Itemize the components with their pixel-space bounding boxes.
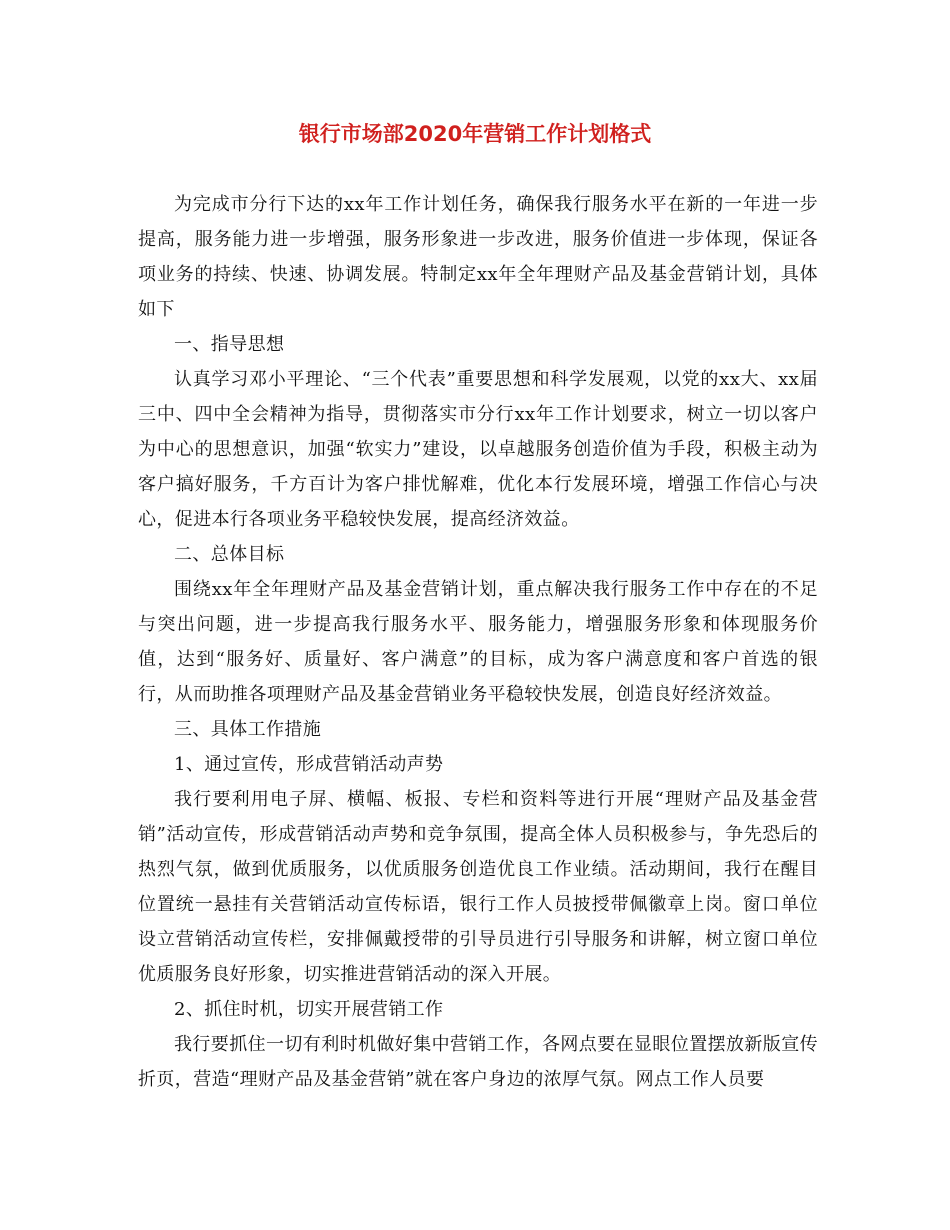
- guiding-thought-paragraph: 认真学习邓小平理论、“三个代表”重要思想和科学发展观，以党的xx大、xx届三中、四中全会精神为指导，贯彻落实市分行xx年工作计划要求，树立一切以客户为中心的思想意识，加强“软实力”建设，以卓越服务创造价值为手段，积极主动为客户搞好服务，千方百计为客户排忧解难，优化本行发展环境，增强工作信心与决心，促进本行各项业务平稳较快发展，提高经济效益。: [138, 369, 818, 530]
- intro-paragraph: 为完成市分行下达的xx年工作计划任务，确保我行服务水平在新的一年进一步提高，服务能力进一步增强，服务形象进一步改进，服务价值进一步体现，保证各项业务的持续、快速、协调发展。特制定xx年全年理财产品及基金营销计划，具体如下: [138, 194, 818, 320]
- publicity-paragraph: 我行要利用电子屏、横幅、板报、专栏和资料等进行开展“理财产品及基金营销”活动宣传，形成营销活动声势和竞争氛围，提高全体人员积极参与，争先恐后的热烈气氛，做到优质服务，以优质服务创造优良工作业绩。活动期间，我行在醒目位置统一悬挂有关营销活动宣传标语，银行工作人员披授带佩徽章上岗。窗口单位设立营销活动宣传栏，安排佩戴授带的引导员进行引导服务和讲解，树立窗口单位优质服务良好形象，切实推进营销活动的深入开展。: [138, 789, 818, 985]
- section-heading-overall-goal: 二、总体目标: [174, 544, 285, 565]
- section-heading-guiding-thought: 一、指导思想: [174, 334, 285, 355]
- section-heading-measures: 三、具体工作措施: [174, 719, 322, 740]
- document-title: 银行市场部2020年营销工作计划格式: [298, 122, 652, 146]
- seize-opportunity-paragraph: 我行要抓住一切有利时机做好集中营销工作，各网点要在显眼位置摆放新版宣传折页，营造“理财产品及基金营销”就在客户身边的浓厚气氛。网点工作人员要: [138, 1034, 818, 1090]
- subheading-publicity: 1、通过宣传，形成营销活动声势: [174, 754, 444, 775]
- document-body: [138, 187, 818, 1097]
- overall-goal-paragraph: 围绕xx年全年理财产品及基金营销计划，重点解决我行服务工作中存在的不足与突出问题，进一步提高我行服务水平、服务能力，增强服务形象和体现服务价值，达到“服务好、质量好、客户满意”的目标，成为客户满意度和客户首选的银行，从而助推各项理财产品及基金营销业务平稳较快发展，创造良好经济效益。: [138, 579, 818, 705]
- subheading-seize-opportunity: 2、抓住时机，切实开展营销工作: [174, 999, 444, 1020]
